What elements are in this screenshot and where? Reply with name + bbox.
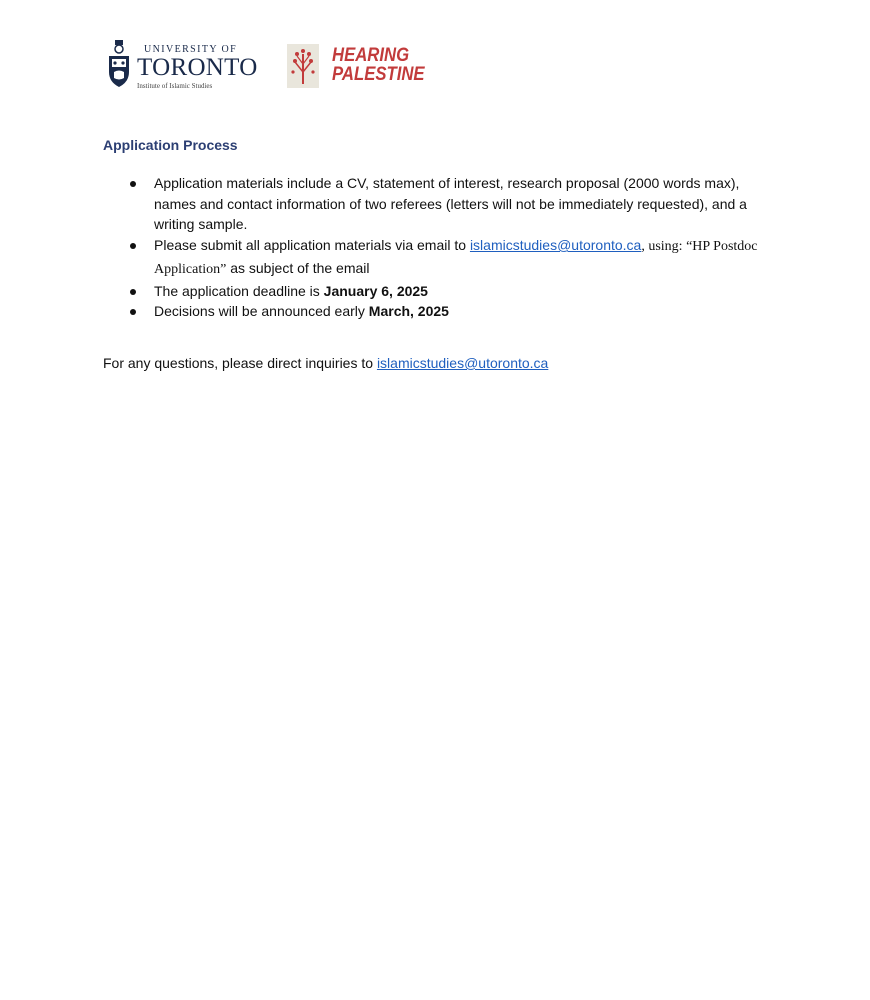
item-text: Application materials include a CV, statement of interest, research proposal (2000 words max), names and contact information of two referees (letters will not be immediately requested), and a writing sample.: [154, 175, 747, 233]
hearing-palestine-logo: [287, 44, 427, 90]
list-item: [130, 173, 770, 235]
item-text: Decisions will be announced early: [154, 303, 369, 320]
deadline-date: January 6, 2025: [323, 282, 428, 299]
logo-bar: [107, 38, 437, 94]
uoft-line1: UNIVERSITY OF: [144, 44, 238, 55]
item-text: Please submit all application materials via email to: [154, 237, 470, 254]
hp-line1: HEARING: [332, 45, 410, 66]
bullet-icon: [130, 243, 136, 249]
tree-icon: [287, 44, 319, 88]
list-item: [130, 235, 770, 280]
item-text: The application deadline is: [154, 282, 324, 299]
application-list: [130, 173, 770, 322]
decision-date: March, 2025: [368, 303, 449, 320]
bullet-icon: [130, 309, 136, 315]
email-link[interactable]: islamicstudies@utoronto.ca: [469, 237, 642, 254]
hp-line2: PALESTINE: [332, 64, 425, 85]
contact-text: For any questions, please direct inquiries to: [103, 355, 377, 371]
contact-email-link[interactable]: islamicstudies@utoronto.ca: [376, 355, 549, 371]
uoft-logo: [107, 38, 257, 94]
bullet-icon: [130, 289, 136, 295]
item-text-end: as subject of the email: [226, 259, 370, 276]
list-item: [130, 301, 770, 322]
item-subject-text: , using: “HP Postdoc Application”: [154, 239, 758, 277]
list-item: [130, 281, 770, 302]
bullet-icon: [130, 181, 136, 187]
section-heading: Application Process: [103, 137, 238, 153]
uoft-institute: Institute of Islamic Studies: [137, 82, 213, 90]
uoft-wordmark: TORONTO: [137, 54, 258, 81]
contact-line: [103, 355, 548, 371]
uoft-crest-icon: [107, 40, 131, 88]
hearing-palestine-wordmark: [332, 46, 425, 84]
